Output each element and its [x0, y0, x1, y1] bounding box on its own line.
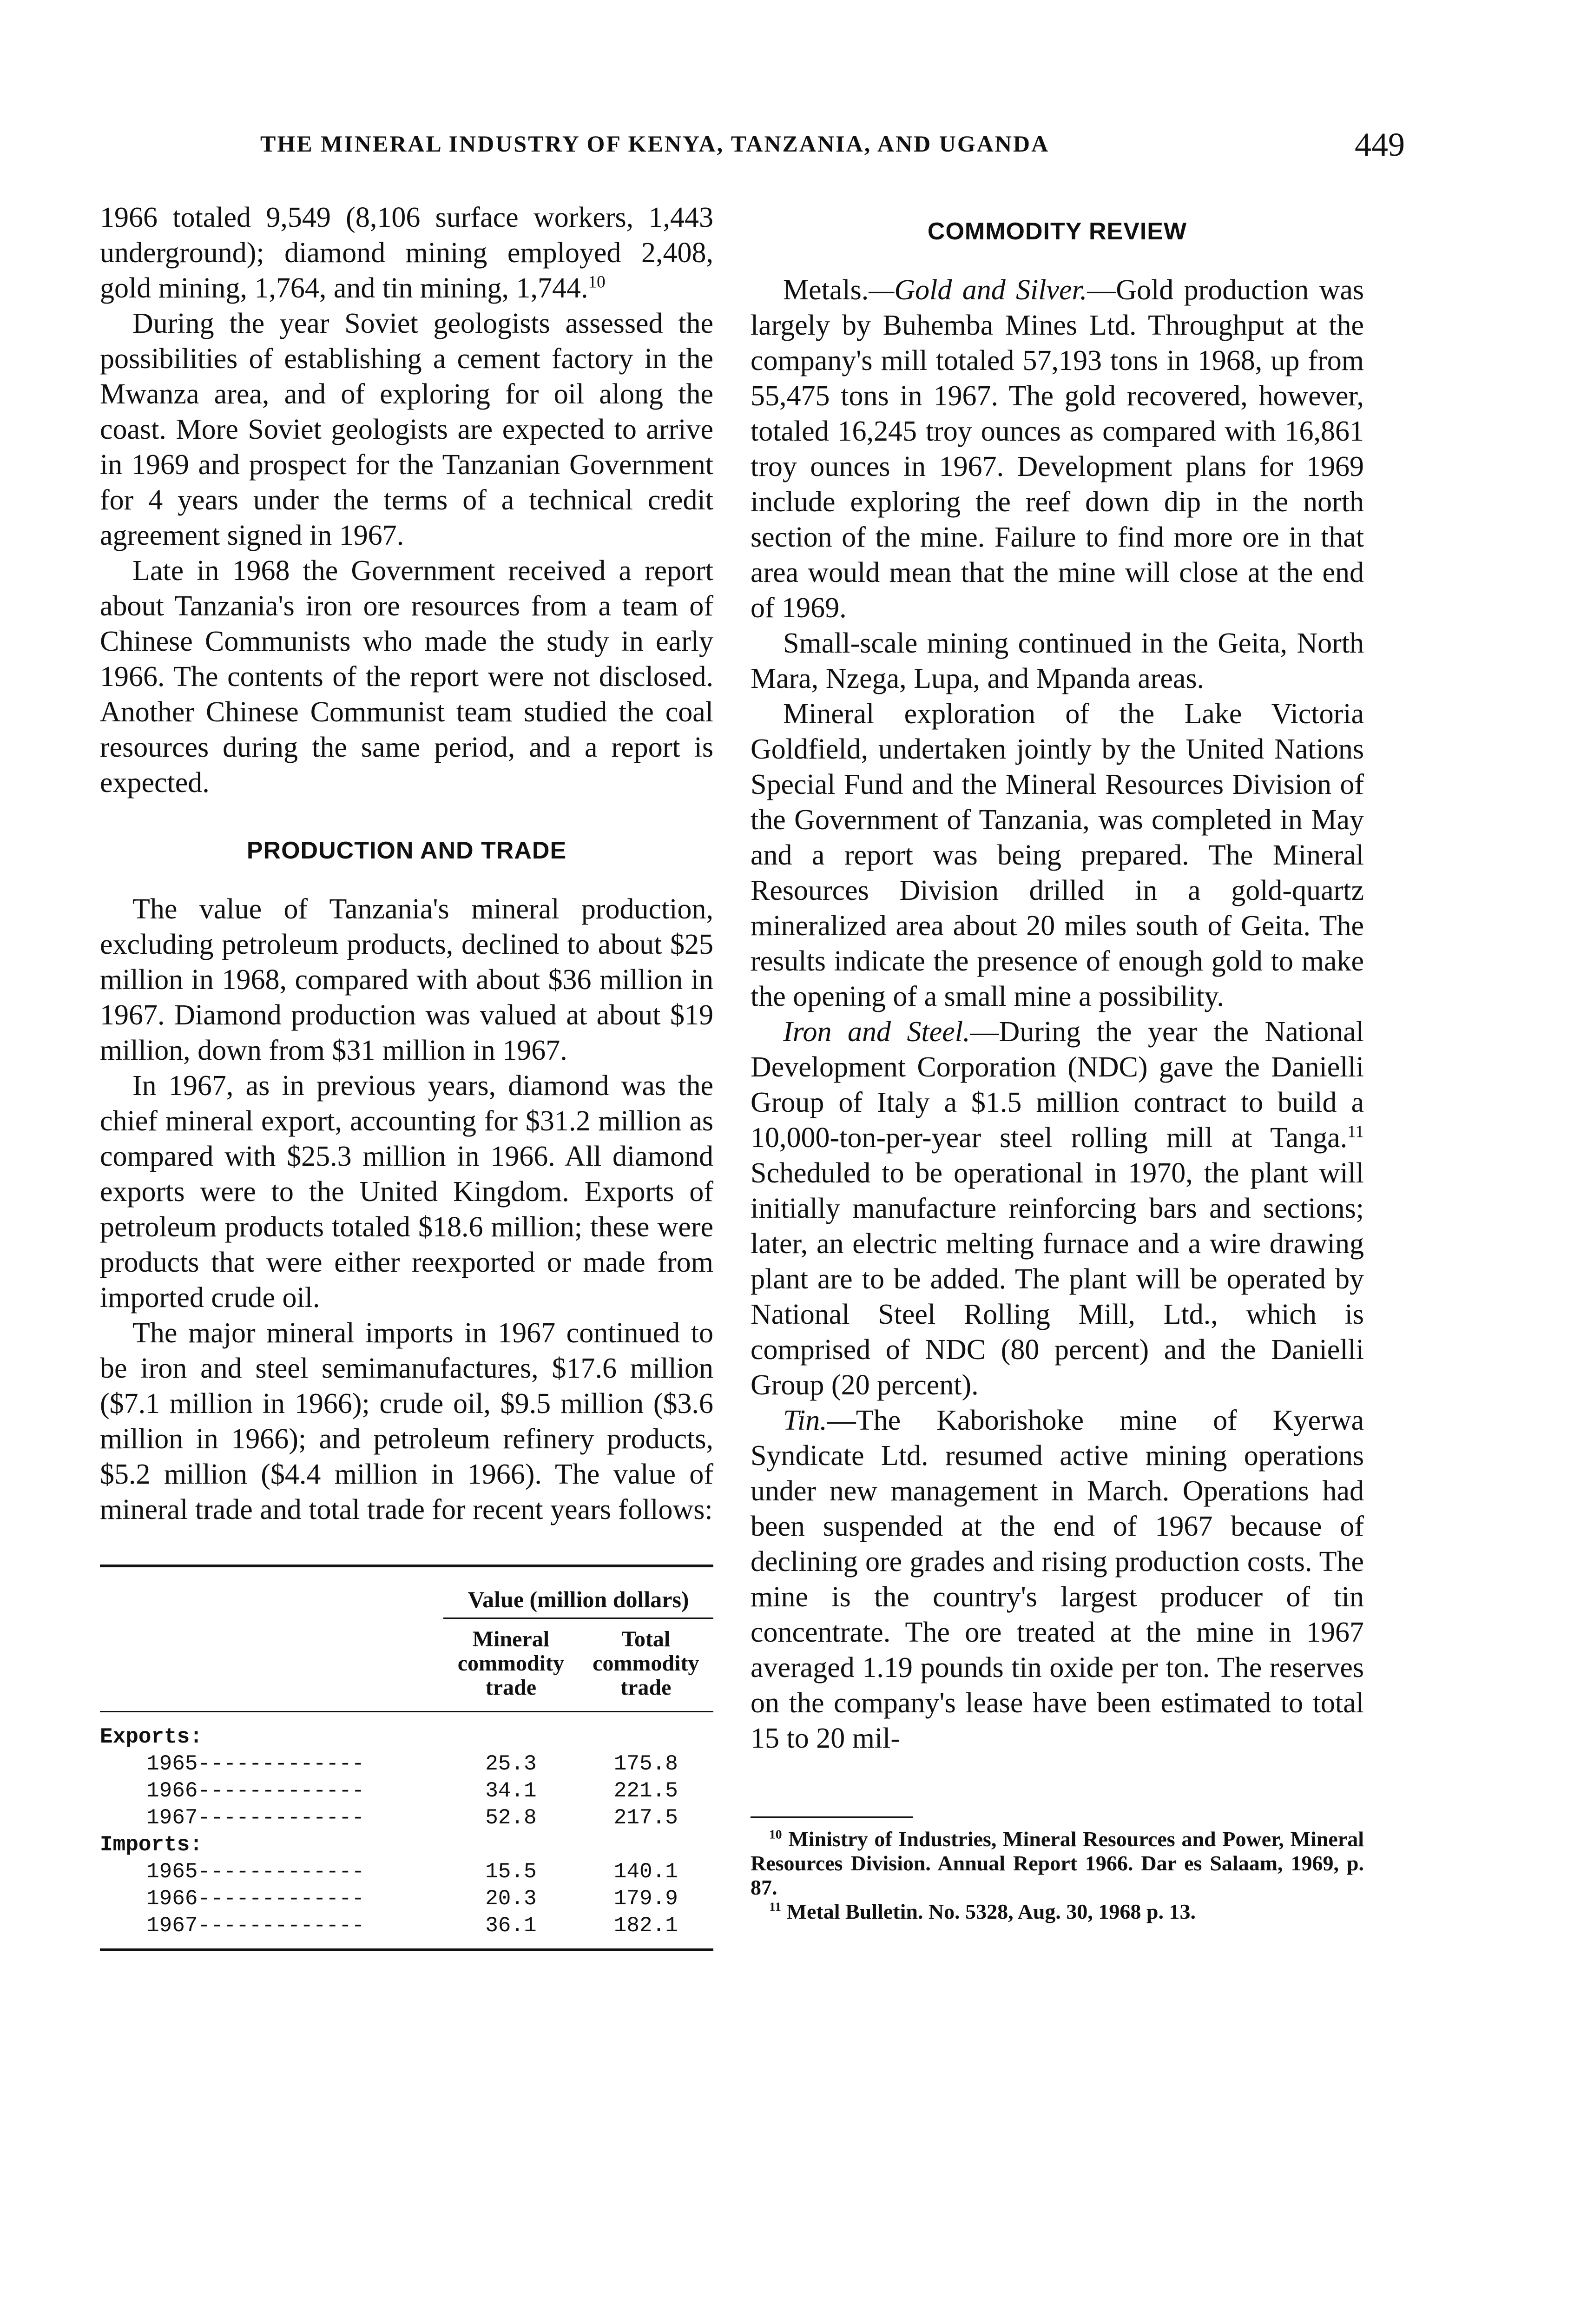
table-row: 1967------------- 52.8 217.5: [146, 1806, 678, 1830]
trade-table: [100, 1565, 713, 1951]
table-column-header: Mineral commodity trade: [443, 1618, 578, 1712]
imports-label: Imports:: [100, 1833, 203, 1857]
table-row: 1965------------- 15.5 140.1: [146, 1860, 678, 1884]
table-group-header: Value (million dollars): [443, 1567, 713, 1618]
paragraph: 1966 totaled 9,549 (8,106 surface workers, 1,443 underground); diamond mining employed 2,408, gold mining, 1,764, and tin mining, 1,744.10: [100, 202, 713, 304]
paragraph: Iron and Steel.—During the year the National Development Corporation (NDC) gave the Danielli Group of Italy a $1.5 million contract to build a 10,000-ton-per-year steel rolling mill at Tanga.$^{11}$ Scheduled to be operational in 1970, the plant will initially manufacture reinforcing bars and sections; later, an electric melting furnace and a wire drawing plant are to be added. The plant will be operated by National Steel Rolling Mill, Ltd., which is comprised of NDC (80 percent) and the Danielli Group (20 percent).: [751, 1016, 1364, 1401]
paragraph: Mineral exploration of the Lake Victoria Goldfield, undertaken jointly by the United Nations Special Fund and the Mineral Resources Division of the Government of Tanzania, was completed in May and a report was being prepared. The Mineral Resources Division drilled in a gold-quartz mineralized area about 20 miles south of Geita. The results indicate the presence of enough gold to make the opening of a small mine a possibility.: [751, 698, 1364, 1012]
footnote-ref[interactable]: 11: [1347, 1122, 1364, 1142]
running-title: THE MINERAL INDUSTRY OF KENYA, TANZANIA, AND UGANDA: [260, 131, 1050, 157]
paragraph: During the year Soviet geologists assessed the possibilities of establishing a cement factory in the Mwanza area, and of exploring for oil along the coast. More Soviet geologists are expected to arrive in 1969 and prospect for the Tanzanian Government for 4 years under the terms of a technical credit agreement signed in 1967.: [100, 308, 713, 551]
paragraph: Tin.—The Kaborishoke mine of Kyerwa Syndicate Ltd. resumed active mining operations under new management in March. Operations had been suspended at the end of 1967 because of declining ore grades and rising production costs. The mine is the country's largest producer of tin concentrate. The ore treated at the mine in 1967 averaged 1.19 pounds tin oxide per ton. The reserves on the company's lease have been estimated to total 15 to 20 mil-: [751, 1405, 1364, 1754]
paragraph: Late in 1968 the Government received a report about Tanzania's iron ore resources from a team of Chinese Communists who made the study in early 1966. The contents of the report were not disclosed. Another Chinese Communist team studied the coal resources during the same period, and a report is expected.: [100, 555, 713, 799]
paragraph: Metals.—Gold and Silver.—Gold production was largely by Buhemba Mines Ltd. Throughput at the company's mill totaled 57,193 tons in 1968, up from 55,475 tons in 1967. The gold recovered, however, totaled 16,245 troy ounces as compared with 16,861 troy ounces in 1967. Development plans for 1969 include exploring the reef down dip in the north section of the mine. Failure to find more ore in that area would mean that the mine will close at the end of 1969.: [751, 274, 1364, 624]
section-heading: COMMODITY REVIEW: [927, 218, 1187, 245]
table-row: 1966------------- 34.1 221.5: [146, 1779, 678, 1803]
page-number: 449: [1355, 126, 1405, 163]
paragraph: The value of Tanzania's mineral production, excluding petroleum products, declined to about $25 million in 1968, compared with about $36 million in 1967. Diamond production was valued at about $19 million, down from $31 million in 1967.: [100, 893, 713, 1066]
exports-label: Exports:: [100, 1725, 203, 1749]
footnote-ref[interactable]: 10: [588, 272, 606, 292]
footnote: $^{11}$ Metal Bulletin. No. 5328, Aug. 30, 1968 p. 13.: [769, 1899, 1196, 1923]
table-row: 1965------------- 25.3 175.8: [146, 1752, 678, 1776]
footnote: $^{10}$ Ministry of Industries, Mineral Resources and Power, Mineral Resources Division. Annual Report 1966. Dar es Salaam, 1969, p. 87.: [751, 1827, 1364, 1899]
paragraph: Small-scale mining continued in the Geita, North Mara, Nzega, Lupa, and Mpanda areas.: [751, 627, 1364, 694]
paragraph: In 1967, as in previous years, diamond was the chief mineral export, accounting for $31.2 million as compared with $25.3 million in 1966. All diamond exports were to the United Kingdom. Exports of petroleum products totaled $18.6 million; these were products that were either reexported or made from imported crude oil.: [100, 1070, 713, 1314]
table-row: 1966------------- 20.3 179.9: [146, 1887, 678, 1911]
section-heading: PRODUCTION AND TRADE: [246, 837, 567, 864]
footnote-divider: [751, 1816, 913, 1818]
paragraph: The major mineral imports in 1967 continued to be iron and steel semimanufactures, $17.6 million ($7.1 million in 1966); crude oil, $9.5 million ($3.6 million in 1966); and petroleum refinery products, $5.2 million ($4.4 million in 1966). The value of mineral trade and total trade for recent years follows:: [100, 1317, 713, 1525]
left-column: [100, 200, 713, 1951]
table-row: 1967------------- 36.1 182.1: [146, 1914, 678, 1938]
table-column-header: Total commodity trade: [579, 1618, 713, 1712]
footnotes: [751, 1827, 1364, 1924]
page-header: [0, 125, 1574, 167]
right-column: [751, 200, 1364, 1924]
